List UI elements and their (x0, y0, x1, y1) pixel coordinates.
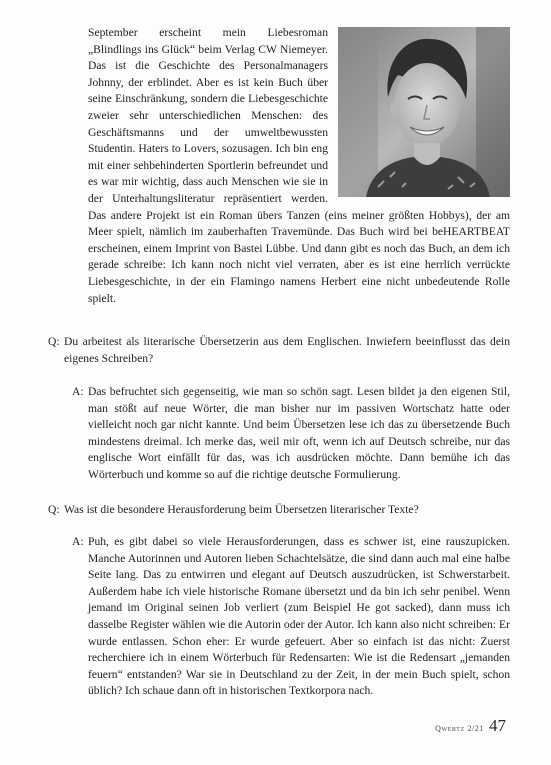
answer-2-text: Puh, es gibt dabei so viele Herausforderungen, dass es schwer ist, eine rauszupicken. Manche Autorinnen und Autoren lieben Schachtelsätze, die sind dann auch mal eine halbe Seite lang. Das zu entwirren und elegant auf Deutsch auszudrücken, ist Schwerstarbeit. Außerdem habe ich viele historische Romane übersetzt und da bin ich sehr penibel. Wenn jemand im Original seinen Job verliert (zum Beispiel He got sacked), dann muss ich dasselbe Register wählen wie die Autorin oder der Autor. Ich kann also nicht schreiben: Er wurde entlassen. Schon eher: Er wurde gefeuert. Aber so einfach ist das nicht: Zuerst recherchiere ich in einem Wörterbuch für Redensarten: Wie ist die Redensart „jemanden feuern“ entstanden? War sie in Deutschland zu der Zeit, in der mein Buch spielt, schon üblich? Ich schaue dann oft in historischen Textkorpora nach. (88, 535, 510, 698)
intro-paragraph (88, 25, 510, 307)
question-1 (48, 334, 510, 367)
answer-1-label: A: (72, 385, 84, 398)
question-2 (48, 502, 510, 519)
author-portrait-photo (338, 27, 510, 197)
answer-2-label: A: (72, 535, 84, 548)
magazine-issue: Qwertz 2/21 (435, 724, 484, 733)
portrait-illustration (338, 27, 510, 197)
question-1-label: Q: (48, 335, 60, 348)
page-number: 47 (489, 716, 506, 735)
answer-1-text: Das befruchtet sich gegenseitig, wie man so schön sagt. Lesen bildet ja den eigenen Stil, man stößt auf neue Wörter, die man bisher nur im passiven Wortschatz hatte oder vielleicht noch gar nicht kannte. Und beim Übersetzen lese ich das zu übersetzende Buch mindestens dreimal. Ich merke das, weil mir oft, wenn ich auf Deutsch schreibe, nur das englische Wort einfällt für das, was ich ausdrücken möchte. Dann bemühe ich das Wörterbuch und komme so auf die richtige deutsche Formulierung. (88, 385, 510, 481)
answer-2 (72, 534, 510, 700)
intro-text: September erscheint mein Liebesroman „Blindlings ins Glück“ beim Verlag CW Niemeyer. Das ist die Geschichte des Personalmanagers Johnny, der erblindet. Aber es ist kein Buch über seine Einschränkung, sondern die Liebesgeschichte zweier sehr unterschiedlichen Menschen: des Geschäftsmanns und der umweltbewussten Studentin. Haters to Lovers, sozusagen. Ich bin eng mit einer sehbehinderten Sportlerin befreundet und es war mir wichtig, dass auch Menschen wie sie in der Unterhaltungsliteratur repräsentiert werden. Das andere Projekt ist ein Roman übers Tanzen (eins meiner größten Hobbys), der am Meer spielt, nämlich im zauberhaften Travemünde. Das Buch wird bei beHEARTBEAT erscheinen, einem Imprint von Bastei Lübbe. Und dann gibt es noch das Buch, an dem ich gerade schreibe: Ich kann noch nicht viel verraten, aber es ist eine herrlich verrückte Liebesgeschichte, in der ein Flamingo namens Herbert eine nicht unbedeutende Rolle spielt. (88, 26, 510, 305)
answer-1 (72, 384, 510, 484)
question-2-label: Q: (48, 503, 60, 516)
page-footer (435, 716, 506, 736)
question-2-text: Was ist die besondere Herausforderung beim Übersetzen literarischer Texte? (64, 503, 419, 516)
question-1-text: Du arbeitest als literarische Übersetzerin aus dem Englischen. Inwiefern beeinflusst das dein eigenes Schreiben? (64, 335, 510, 365)
